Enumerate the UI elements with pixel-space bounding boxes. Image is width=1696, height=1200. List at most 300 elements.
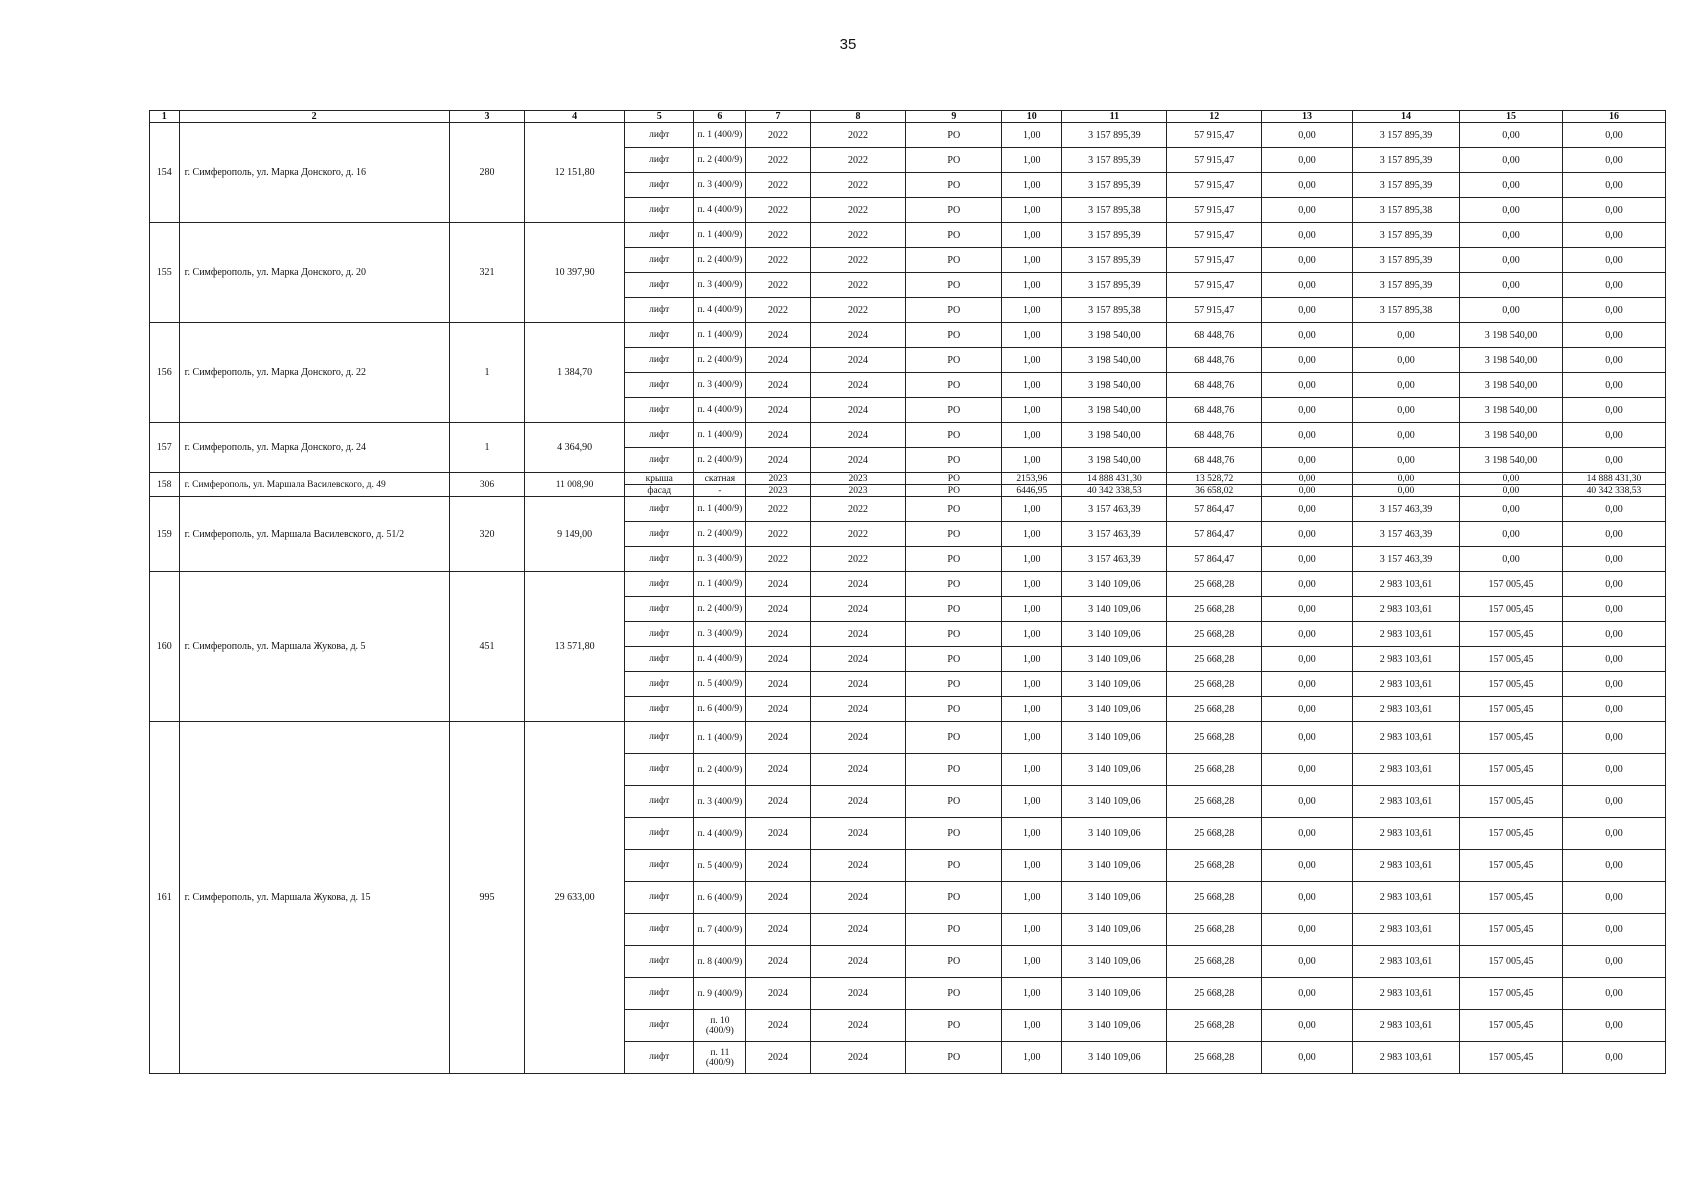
col16-cell: 0,00 (1562, 1010, 1665, 1042)
unit-cost-cell: 25 668,28 (1167, 597, 1262, 622)
col13-cell: 0,00 (1262, 485, 1353, 497)
executor-cell: РО (906, 423, 1002, 448)
unit-cost-cell: 13 528,72 (1167, 473, 1262, 485)
year-start-cell: 2022 (746, 223, 810, 248)
work-detail-cell: п. 11 (400/9) (694, 1042, 746, 1074)
year-end-cell: 2024 (810, 754, 906, 786)
col13-cell: 0,00 (1262, 173, 1353, 198)
col16-cell: 0,00 (1562, 754, 1665, 786)
year-end-cell: 2024 (810, 398, 906, 423)
work-detail-cell: п. 3 (400/9) (694, 373, 746, 398)
column-header: 14 (1352, 111, 1459, 123)
work-type-cell: лифт (625, 173, 694, 198)
col3-cell: 1 (449, 423, 524, 473)
volume-cell: 1,00 (1002, 173, 1062, 198)
volume-cell: 1,00 (1002, 123, 1062, 148)
column-header: 13 (1262, 111, 1353, 123)
executor-cell: РО (906, 622, 1002, 647)
volume-cell: 1,00 (1002, 850, 1062, 882)
volume-cell: 1,00 (1002, 978, 1062, 1010)
col13-cell: 0,00 (1262, 298, 1353, 323)
col13-cell: 0,00 (1262, 754, 1353, 786)
col16-cell: 0,00 (1562, 248, 1665, 273)
col15-cell: 0,00 (1459, 547, 1562, 572)
executor-cell: РО (906, 398, 1002, 423)
work-detail-cell: п. 4 (400/9) (694, 398, 746, 423)
col13-cell: 0,00 (1262, 348, 1353, 373)
total-cost-cell: 3 140 109,06 (1062, 672, 1167, 697)
executor-cell: РО (906, 850, 1002, 882)
volume-cell: 1,00 (1002, 398, 1062, 423)
year-start-cell: 2024 (746, 448, 810, 473)
year-start-cell: 2024 (746, 597, 810, 622)
volume-cell: 1,00 (1002, 547, 1062, 572)
row-number-cell: 157 (150, 423, 180, 473)
col14-cell: 3 157 463,39 (1352, 547, 1459, 572)
volume-cell: 1,00 (1002, 572, 1062, 597)
work-detail-cell: п. 5 (400/9) (694, 850, 746, 882)
year-start-cell: 2024 (746, 1010, 810, 1042)
work-type-cell: лифт (625, 448, 694, 473)
col13-cell: 0,00 (1262, 123, 1353, 148)
col16-cell: 0,00 (1562, 173, 1665, 198)
year-start-cell: 2022 (746, 148, 810, 173)
year-end-cell: 2024 (810, 882, 906, 914)
total-cost-cell: 3 140 109,06 (1062, 647, 1167, 672)
unit-cost-cell: 25 668,28 (1167, 572, 1262, 597)
col15-cell: 157 005,45 (1459, 1010, 1562, 1042)
year-end-cell: 2024 (810, 914, 906, 946)
volume-cell: 1,00 (1002, 373, 1062, 398)
year-start-cell: 2024 (746, 850, 810, 882)
col15-cell: 157 005,45 (1459, 647, 1562, 672)
executor-cell: РО (906, 348, 1002, 373)
column-header: 4 (525, 111, 625, 123)
total-cost-cell: 3 198 540,00 (1062, 423, 1167, 448)
col16-cell: 0,00 (1562, 198, 1665, 223)
work-type-cell: лифт (625, 672, 694, 697)
work-detail-cell: п. 5 (400/9) (694, 672, 746, 697)
work-type-cell: лифт (625, 850, 694, 882)
year-start-cell: 2024 (746, 978, 810, 1010)
work-detail-cell: п. 2 (400/9) (694, 597, 746, 622)
col14-cell: 0,00 (1352, 323, 1459, 348)
year-end-cell: 2022 (810, 298, 906, 323)
col14-cell: 2 983 103,61 (1352, 946, 1459, 978)
unit-cost-cell: 57 864,47 (1167, 547, 1262, 572)
row-number-cell: 158 (150, 473, 180, 497)
unit-cost-cell: 68 448,76 (1167, 348, 1262, 373)
col16-cell: 0,00 (1562, 497, 1665, 522)
volume-cell: 1,00 (1002, 298, 1062, 323)
work-detail-cell: п. 9 (400/9) (694, 978, 746, 1010)
year-end-cell: 2024 (810, 448, 906, 473)
work-type-cell: лифт (625, 882, 694, 914)
col14-cell: 3 157 895,39 (1352, 248, 1459, 273)
col13-cell: 0,00 (1262, 946, 1353, 978)
col15-cell: 0,00 (1459, 248, 1562, 273)
row-number-cell: 159 (150, 497, 180, 572)
total-cost-cell: 3 140 109,06 (1062, 1042, 1167, 1074)
col13-cell: 0,00 (1262, 547, 1353, 572)
unit-cost-cell: 57 915,47 (1167, 248, 1262, 273)
total-cost-cell: 3 157 895,38 (1062, 198, 1167, 223)
year-start-cell: 2022 (746, 273, 810, 298)
unit-cost-cell: 25 668,28 (1167, 818, 1262, 850)
volume-cell: 1,00 (1002, 323, 1062, 348)
work-detail-cell: п. 3 (400/9) (694, 173, 746, 198)
executor-cell: РО (906, 547, 1002, 572)
total-cost-cell: 3 140 109,06 (1062, 1010, 1167, 1042)
work-detail-cell: п. 4 (400/9) (694, 647, 746, 672)
unit-cost-cell: 25 668,28 (1167, 647, 1262, 672)
col13-cell: 0,00 (1262, 914, 1353, 946)
work-detail-cell: п. 7 (400/9) (694, 914, 746, 946)
col15-cell: 0,00 (1459, 223, 1562, 248)
area-cell: 1 384,70 (525, 323, 625, 423)
unit-cost-cell: 25 668,28 (1167, 978, 1262, 1010)
year-end-cell: 2024 (810, 323, 906, 348)
col14-cell: 2 983 103,61 (1352, 647, 1459, 672)
col14-cell: 3 157 895,39 (1352, 223, 1459, 248)
address-cell: г. Симферополь, ул. Марка Донского, д. 24 (179, 423, 449, 473)
col14-cell: 3 157 895,38 (1352, 298, 1459, 323)
column-header: 16 (1562, 111, 1665, 123)
work-type-cell: лифт (625, 914, 694, 946)
year-start-cell: 2022 (746, 248, 810, 273)
executor-cell: РО (906, 818, 1002, 850)
col16-cell: 40 342 338,53 (1562, 485, 1665, 497)
col14-cell: 3 157 895,39 (1352, 123, 1459, 148)
executor-cell: РО (906, 722, 1002, 754)
col15-cell: 0,00 (1459, 522, 1562, 547)
col16-cell: 0,00 (1562, 978, 1665, 1010)
year-end-cell: 2024 (810, 697, 906, 722)
col14-cell: 3 157 895,39 (1352, 173, 1459, 198)
col15-cell: 157 005,45 (1459, 946, 1562, 978)
col3-cell: 995 (449, 722, 524, 1074)
year-end-cell: 2022 (810, 223, 906, 248)
executor-cell: РО (906, 522, 1002, 547)
col14-cell: 3 157 463,39 (1352, 522, 1459, 547)
col15-cell: 0,00 (1459, 173, 1562, 198)
total-cost-cell: 3 140 109,06 (1062, 818, 1167, 850)
work-detail-cell: п. 6 (400/9) (694, 882, 746, 914)
year-end-cell: 2024 (810, 850, 906, 882)
work-type-cell: лифт (625, 722, 694, 754)
total-cost-cell: 3 140 109,06 (1062, 786, 1167, 818)
executor-cell: РО (906, 914, 1002, 946)
col14-cell: 2 983 103,61 (1352, 722, 1459, 754)
year-start-cell: 2024 (746, 754, 810, 786)
unit-cost-cell: 68 448,76 (1167, 323, 1262, 348)
col16-cell: 0,00 (1562, 223, 1665, 248)
column-number-row (150, 111, 1666, 123)
work-detail-cell: п. 4 (400/9) (694, 818, 746, 850)
col14-cell: 3 157 895,39 (1352, 148, 1459, 173)
page-number: 35 (839, 36, 857, 53)
col13-cell: 0,00 (1262, 497, 1353, 522)
column-header: 12 (1167, 111, 1262, 123)
executor-cell: РО (906, 248, 1002, 273)
volume-cell: 2153,96 (1002, 473, 1062, 485)
work-detail-cell: п. 8 (400/9) (694, 946, 746, 978)
work-detail-cell: п. 1 (400/9) (694, 497, 746, 522)
unit-cost-cell: 57 915,47 (1167, 273, 1262, 298)
col13-cell: 0,00 (1262, 882, 1353, 914)
col3-cell: 1 (449, 323, 524, 423)
row-number-cell: 156 (150, 323, 180, 423)
col15-cell: 157 005,45 (1459, 722, 1562, 754)
volume-cell: 1,00 (1002, 497, 1062, 522)
col15-cell: 0,00 (1459, 497, 1562, 522)
col13-cell: 0,00 (1262, 850, 1353, 882)
col15-cell: 157 005,45 (1459, 818, 1562, 850)
col14-cell: 3 157 895,38 (1352, 198, 1459, 223)
executor-cell: РО (906, 448, 1002, 473)
work-type-cell: лифт (625, 273, 694, 298)
col15-cell: 3 198 540,00 (1459, 373, 1562, 398)
total-cost-cell: 3 157 463,39 (1062, 522, 1167, 547)
col13-cell: 0,00 (1262, 323, 1353, 348)
col16-cell: 0,00 (1562, 672, 1665, 697)
table-row (150, 473, 1666, 485)
col15-cell: 0,00 (1459, 273, 1562, 298)
col15-cell: 157 005,45 (1459, 697, 1562, 722)
area-cell: 10 397,90 (525, 223, 625, 323)
address-cell: г. Симферополь, ул. Маршала Жукова, д. 5 (179, 572, 449, 722)
col16-cell: 0,00 (1562, 914, 1665, 946)
col13-cell: 0,00 (1262, 1010, 1353, 1042)
executor-cell: РО (906, 1042, 1002, 1074)
volume-cell: 1,00 (1002, 423, 1062, 448)
executor-cell: РО (906, 672, 1002, 697)
volume-cell: 1,00 (1002, 647, 1062, 672)
executor-cell: РО (906, 754, 1002, 786)
work-type-cell: лифт (625, 497, 694, 522)
work-type-cell: лифт (625, 522, 694, 547)
year-end-cell: 2022 (810, 198, 906, 223)
col14-cell: 2 983 103,61 (1352, 850, 1459, 882)
col3-cell: 451 (449, 572, 524, 722)
table-row (150, 223, 1666, 248)
total-cost-cell: 3 198 540,00 (1062, 373, 1167, 398)
year-start-cell: 2024 (746, 697, 810, 722)
col14-cell: 2 983 103,61 (1352, 978, 1459, 1010)
year-start-cell: 2022 (746, 497, 810, 522)
col14-cell: 2 983 103,61 (1352, 882, 1459, 914)
col15-cell: 157 005,45 (1459, 754, 1562, 786)
col14-cell: 0,00 (1352, 373, 1459, 398)
volume-cell: 1,00 (1002, 1010, 1062, 1042)
unit-cost-cell: 25 668,28 (1167, 754, 1262, 786)
unit-cost-cell: 25 668,28 (1167, 1010, 1262, 1042)
work-detail-cell: п. 2 (400/9) (694, 448, 746, 473)
col13-cell: 0,00 (1262, 223, 1353, 248)
year-start-cell: 2024 (746, 323, 810, 348)
col13-cell: 0,00 (1262, 373, 1353, 398)
year-end-cell: 2024 (810, 946, 906, 978)
year-end-cell: 2024 (810, 572, 906, 597)
col16-cell: 0,00 (1562, 323, 1665, 348)
col13-cell: 0,00 (1262, 572, 1353, 597)
volume-cell: 1,00 (1002, 914, 1062, 946)
total-cost-cell: 3 198 540,00 (1062, 348, 1167, 373)
work-detail-cell: п. 2 (400/9) (694, 148, 746, 173)
year-start-cell: 2023 (746, 473, 810, 485)
work-type-cell: лифт (625, 1010, 694, 1042)
col13-cell: 0,00 (1262, 473, 1353, 485)
work-type-cell: лифт (625, 622, 694, 647)
work-detail-cell: п. 3 (400/9) (694, 273, 746, 298)
col13-cell: 0,00 (1262, 818, 1353, 850)
year-start-cell: 2022 (746, 547, 810, 572)
year-end-cell: 2022 (810, 248, 906, 273)
col3-cell: 306 (449, 473, 524, 497)
address-cell: г. Симферополь, ул. Маршала Жукова, д. 15 (179, 722, 449, 1074)
year-end-cell: 2024 (810, 978, 906, 1010)
total-cost-cell: 3 157 895,39 (1062, 223, 1167, 248)
unit-cost-cell: 25 668,28 (1167, 850, 1262, 882)
col13-cell: 0,00 (1262, 978, 1353, 1010)
work-detail-cell: п. 1 (400/9) (694, 323, 746, 348)
year-end-cell: 2024 (810, 373, 906, 398)
unit-cost-cell: 68 448,76 (1167, 448, 1262, 473)
year-start-cell: 2022 (746, 123, 810, 148)
executor-cell: РО (906, 273, 1002, 298)
unit-cost-cell: 25 668,28 (1167, 1042, 1262, 1074)
volume-cell: 1,00 (1002, 754, 1062, 786)
volume-cell: 1,00 (1002, 198, 1062, 223)
column-header: 10 (1002, 111, 1062, 123)
total-cost-cell: 3 140 109,06 (1062, 850, 1167, 882)
col13-cell: 0,00 (1262, 722, 1353, 754)
col13-cell: 0,00 (1262, 398, 1353, 423)
unit-cost-cell: 68 448,76 (1167, 398, 1262, 423)
year-start-cell: 2024 (746, 672, 810, 697)
area-cell: 12 151,80 (525, 123, 625, 223)
year-end-cell: 2022 (810, 547, 906, 572)
total-cost-cell: 3 157 895,39 (1062, 148, 1167, 173)
year-end-cell: 2024 (810, 818, 906, 850)
year-start-cell: 2024 (746, 1042, 810, 1074)
col16-cell: 0,00 (1562, 572, 1665, 597)
col16-cell: 0,00 (1562, 946, 1665, 978)
year-end-cell: 2024 (810, 647, 906, 672)
col15-cell: 157 005,45 (1459, 978, 1562, 1010)
work-type-cell: лифт (625, 223, 694, 248)
unit-cost-cell: 25 668,28 (1167, 672, 1262, 697)
total-cost-cell: 3 157 895,39 (1062, 123, 1167, 148)
col15-cell: 157 005,45 (1459, 1042, 1562, 1074)
unit-cost-cell: 57 864,47 (1167, 497, 1262, 522)
unit-cost-cell: 25 668,28 (1167, 882, 1262, 914)
row-number-cell: 161 (150, 722, 180, 1074)
year-end-cell: 2024 (810, 423, 906, 448)
volume-cell: 1,00 (1002, 448, 1062, 473)
column-header: 9 (906, 111, 1002, 123)
year-end-cell: 2022 (810, 123, 906, 148)
col15-cell: 157 005,45 (1459, 672, 1562, 697)
work-type-cell: лифт (625, 647, 694, 672)
column-header: 15 (1459, 111, 1562, 123)
col14-cell: 2 983 103,61 (1352, 1010, 1459, 1042)
work-type-cell: лифт (625, 1042, 694, 1074)
work-detail-cell: скатная (694, 473, 746, 485)
unit-cost-cell: 25 668,28 (1167, 786, 1262, 818)
work-detail-cell: п. 1 (400/9) (694, 722, 746, 754)
total-cost-cell: 40 342 338,53 (1062, 485, 1167, 497)
col16-cell: 0,00 (1562, 273, 1665, 298)
col3-cell: 280 (449, 123, 524, 223)
column-header: 5 (625, 111, 694, 123)
col14-cell: 0,00 (1352, 473, 1459, 485)
year-end-cell: 2022 (810, 148, 906, 173)
col16-cell: 0,00 (1562, 298, 1665, 323)
unit-cost-cell: 68 448,76 (1167, 423, 1262, 448)
col15-cell: 157 005,45 (1459, 882, 1562, 914)
year-end-cell: 2023 (810, 473, 906, 485)
year-start-cell: 2024 (746, 786, 810, 818)
volume-cell: 1,00 (1002, 223, 1062, 248)
year-start-cell: 2024 (746, 914, 810, 946)
col16-cell: 0,00 (1562, 373, 1665, 398)
row-number-cell: 160 (150, 572, 180, 722)
col13-cell: 0,00 (1262, 198, 1353, 223)
total-cost-cell: 3 140 109,06 (1062, 622, 1167, 647)
col14-cell: 2 983 103,61 (1352, 818, 1459, 850)
area-cell: 13 571,80 (525, 572, 625, 722)
year-end-cell: 2024 (810, 597, 906, 622)
year-start-cell: 2024 (746, 946, 810, 978)
col14-cell: 2 983 103,61 (1352, 572, 1459, 597)
unit-cost-cell: 25 668,28 (1167, 622, 1262, 647)
unit-cost-cell: 25 668,28 (1167, 722, 1262, 754)
col14-cell: 2 983 103,61 (1352, 914, 1459, 946)
year-end-cell: 2022 (810, 497, 906, 522)
col15-cell: 157 005,45 (1459, 622, 1562, 647)
total-cost-cell: 3 140 109,06 (1062, 978, 1167, 1010)
unit-cost-cell: 57 915,47 (1167, 123, 1262, 148)
total-cost-cell: 3 140 109,06 (1062, 597, 1167, 622)
year-start-cell: 2023 (746, 485, 810, 497)
unit-cost-cell: 25 668,28 (1167, 914, 1262, 946)
work-detail-cell: п. 2 (400/9) (694, 348, 746, 373)
capital-repair-register-table (149, 110, 1666, 1074)
year-end-cell: 2024 (810, 722, 906, 754)
unit-cost-cell: 57 864,47 (1167, 522, 1262, 547)
col14-cell: 2 983 103,61 (1352, 786, 1459, 818)
executor-cell: РО (906, 697, 1002, 722)
year-start-cell: 2024 (746, 647, 810, 672)
work-type-cell: лифт (625, 323, 694, 348)
total-cost-cell: 3 140 109,06 (1062, 572, 1167, 597)
work-detail-cell: - (694, 485, 746, 497)
year-end-cell: 2024 (810, 786, 906, 818)
col13-cell: 0,00 (1262, 423, 1353, 448)
work-type-cell: лифт (625, 348, 694, 373)
volume-cell: 1,00 (1002, 597, 1062, 622)
col16-cell: 0,00 (1562, 786, 1665, 818)
col15-cell: 157 005,45 (1459, 597, 1562, 622)
col15-cell: 157 005,45 (1459, 786, 1562, 818)
total-cost-cell: 3 198 540,00 (1062, 323, 1167, 348)
executor-cell: РО (906, 1010, 1002, 1042)
area-cell: 29 633,00 (525, 722, 625, 1074)
year-end-cell: 2024 (810, 1042, 906, 1074)
col15-cell: 3 198 540,00 (1459, 423, 1562, 448)
volume-cell: 1,00 (1002, 946, 1062, 978)
